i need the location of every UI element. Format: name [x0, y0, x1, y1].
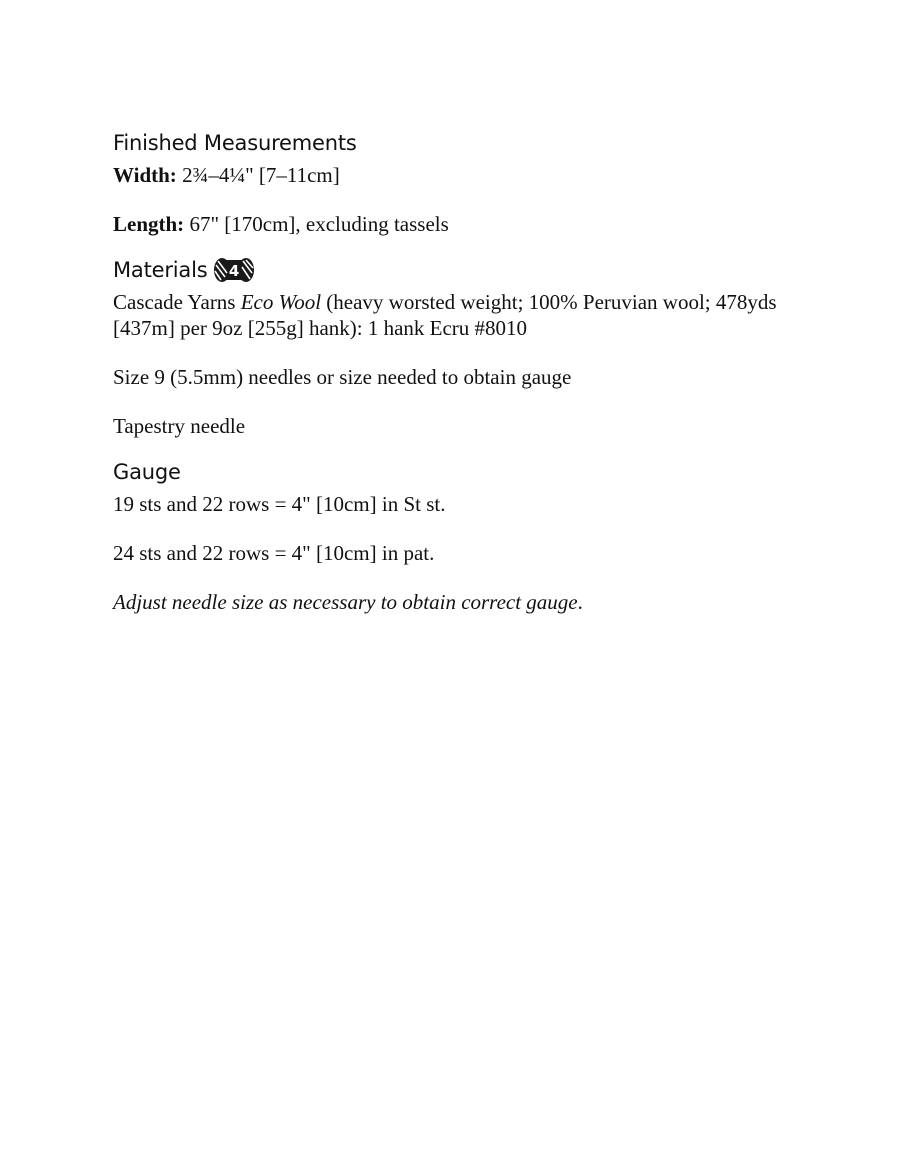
length-line: [113, 211, 813, 237]
gauge-line-1: 19 sts and 22 rows = 4" [10cm] in St st.: [113, 492, 446, 516]
gauge-note-period: .: [577, 590, 583, 614]
materials-heading-text: Materials: [113, 258, 208, 282]
finished-measurements-heading: Finished Measurements: [113, 131, 357, 155]
notions-line: Tapestry needle: [113, 414, 246, 438]
width-value: 2¾–4¼" [7–11cm]: [176, 163, 340, 187]
gauge-note: [113, 589, 813, 615]
yarn-brand: Cascade Yarns: [113, 290, 241, 314]
gauge-heading: Gauge: [113, 460, 181, 484]
width-label: Width:: [113, 163, 177, 187]
length-value: 67" [170cm], excluding tassels: [184, 212, 449, 236]
gauge-line-2: 24 sts and 22 rows = 4" [10cm] in pat.: [113, 541, 435, 565]
length-label: Length:: [113, 212, 185, 236]
width-line: [113, 162, 813, 188]
yarn-weight-number: 4: [229, 262, 240, 280]
materials-heading: [113, 255, 813, 285]
yarn-name: Eco Wool: [240, 290, 322, 314]
yarn-line: [113, 289, 813, 341]
yarn-details: (heavy worsted weight; 100% Peruvian wool; 478yds [437m] per 9oz [255g] hank): 1 hank Ecru #8010: [113, 290, 777, 340]
gauge-note-text: Adjust needle size as necessary to obtain correct gauge: [113, 590, 578, 614]
yarn-weight-4-icon: [213, 255, 255, 285]
needles-line: Size 9 (5.5mm) needles or size needed to obtain gauge: [113, 365, 572, 389]
pattern-page: [113, 128, 813, 615]
